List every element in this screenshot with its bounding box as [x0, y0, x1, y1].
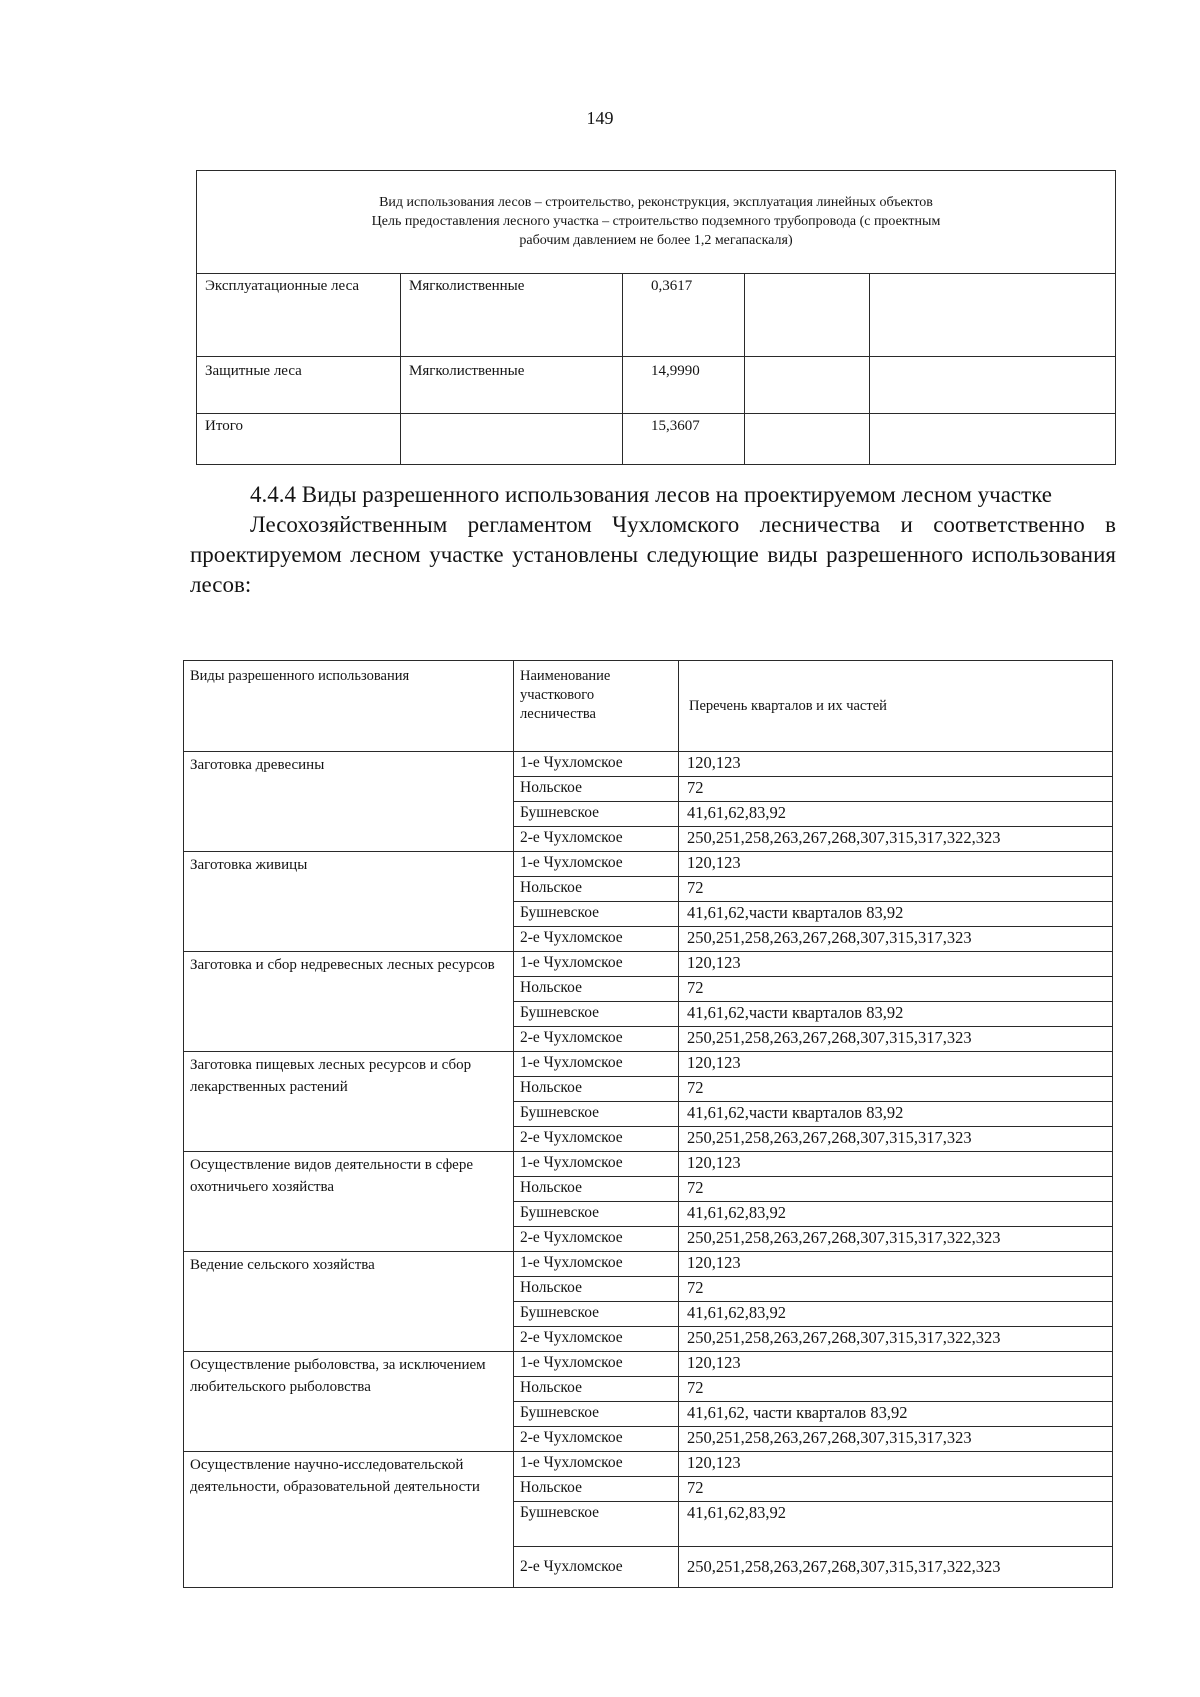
district-cell: Бушневское	[514, 902, 679, 927]
column-header-usage: Виды разрешенного использования	[184, 661, 514, 752]
empty-cell	[870, 414, 1116, 465]
quarters-cell: 41,61,62,части кварталов 83,92	[679, 902, 1113, 927]
table-row	[184, 1052, 1113, 1077]
quarters-cell: 72	[679, 1477, 1113, 1502]
quarters-cell: 41,61,62,83,92	[679, 1302, 1113, 1327]
section-text	[190, 480, 1116, 600]
quarters-cell: 41,61,62,части кварталов 83,92	[679, 1002, 1113, 1027]
area-cell: 0,3617	[623, 274, 745, 357]
total-row	[197, 414, 1116, 465]
district-cell: Бушневское	[514, 1402, 679, 1427]
district-cell: Нольское	[514, 777, 679, 802]
page-number: 149	[586, 108, 614, 128]
district-cell: Бушневское	[514, 1102, 679, 1127]
district-cell: 1-е Чухломское	[514, 1452, 679, 1477]
usage-type-cell: Ведение сельского хозяйства	[184, 1252, 514, 1352]
table-row	[184, 1352, 1113, 1377]
table-row	[184, 952, 1113, 977]
table-row	[197, 274, 1116, 357]
quarters-cell: 72	[679, 977, 1113, 1002]
table-row	[184, 852, 1113, 877]
quarters-cell: 41,61,62,части кварталов 83,92	[679, 1102, 1113, 1127]
section-heading: 4.4.4 Виды разрешенного использования лесов на проектируемом лесном участке	[250, 482, 1052, 507]
quarters-cell: 120,123	[679, 952, 1113, 977]
empty-cell	[745, 414, 870, 465]
district-cell: Нольское	[514, 1377, 679, 1402]
usage-type-cell: Осуществление видов деятельности в сфере охотничьего хозяйства	[184, 1152, 514, 1252]
table-row	[184, 752, 1113, 777]
quarters-cell: 72	[679, 877, 1113, 902]
forest-category-cell: Защитные леса	[197, 357, 401, 414]
district-cell: 1-е Чухломское	[514, 1152, 679, 1177]
quarters-cell: 72	[679, 1077, 1113, 1102]
quarters-cell: 250,251,258,263,267,268,307,315,317,323	[679, 1427, 1113, 1452]
quarters-cell: 250,251,258,263,267,268,307,315,317,322,323	[679, 1327, 1113, 1352]
district-cell: 2-е Чухломское	[514, 927, 679, 952]
district-cell: 2-е Чухломское	[514, 1547, 679, 1588]
district-cell: Бушневское	[514, 1502, 679, 1547]
usage-type-cell: Осуществление научно-исследовательской деятельности, образовательной деятельности	[184, 1452, 514, 1588]
linear-objects-table	[196, 170, 1116, 465]
district-cell: Бушневское	[514, 802, 679, 827]
district-cell: 1-е Чухломское	[514, 1052, 679, 1077]
empty-cell	[745, 357, 870, 414]
usage-type-cell: Заготовка живицы	[184, 852, 514, 952]
species-cell: Мягколиственные	[401, 274, 623, 357]
quarters-cell: 72	[679, 777, 1113, 802]
species-cell: Мягколиственные	[401, 357, 623, 414]
quarters-cell: 41,61,62, части кварталов 83,92	[679, 1402, 1113, 1427]
usage-type-cell: Заготовка древесины	[184, 752, 514, 852]
empty-cell	[870, 357, 1116, 414]
total-label-cell: Итого	[197, 414, 401, 465]
district-cell: 1-е Чухломское	[514, 852, 679, 877]
district-cell: 2-е Чухломское	[514, 1127, 679, 1152]
quarters-cell: 41,61,62,83,92	[679, 802, 1113, 827]
table-row	[197, 357, 1116, 414]
district-cell: Нольское	[514, 1177, 679, 1202]
quarters-cell: 250,251,258,263,267,268,307,315,317,322,323	[679, 1227, 1113, 1252]
quarters-cell: 120,123	[679, 852, 1113, 877]
purpose-line-continued: рабочим давлением не более 1,2 мегапаскаля)	[519, 232, 793, 248]
district-cell: 2-е Чухломское	[514, 1027, 679, 1052]
quarters-cell: 72	[679, 1377, 1113, 1402]
section-paragraph: Лесохозяйственным регламентом Чухломского лесничества и соответственно в проектируемом лесном участке установлены следующие виды разрешенного использования лесов:	[190, 512, 1116, 597]
quarters-cell: 250,251,258,263,267,268,307,315,317,323	[679, 927, 1113, 952]
quarters-cell: 250,251,258,263,267,268,307,315,317,323	[679, 1027, 1113, 1052]
column-header-quarters: Перечень кварталов и их частей	[679, 661, 1113, 752]
quarters-cell: 120,123	[679, 1352, 1113, 1377]
district-cell: Нольское	[514, 977, 679, 1002]
quarters-cell: 120,123	[679, 1152, 1113, 1177]
quarters-cell: 250,251,258,263,267,268,307,315,317,323	[679, 1127, 1113, 1152]
quarters-cell: 120,123	[679, 1052, 1113, 1077]
district-cell: Нольское	[514, 1277, 679, 1302]
area-cell: 14,9990	[623, 357, 745, 414]
district-cell: Бушневское	[514, 1302, 679, 1327]
district-cell: 2-е Чухломское	[514, 827, 679, 852]
usage-type-cell: Заготовка пищевых лесных ресурсов и сбор лекарственных растений	[184, 1052, 514, 1152]
district-cell: 2-е Чухломское	[514, 1227, 679, 1252]
quarters-cell: 250,251,258,263,267,268,307,315,317,322,323	[679, 827, 1113, 852]
quarters-cell: 72	[679, 1177, 1113, 1202]
district-cell: Бушневское	[514, 1002, 679, 1027]
usage-type-cell: Осуществление рыболовства, за исключением любительского рыболовства	[184, 1352, 514, 1452]
district-cell: 2-е Чухломское	[514, 1327, 679, 1352]
empty-cell	[870, 274, 1116, 357]
quarters-cell: 120,123	[679, 1452, 1113, 1477]
district-cell: Нольское	[514, 1477, 679, 1502]
district-cell: 1-е Чухломское	[514, 1352, 679, 1377]
district-cell: 1-е Чухломское	[514, 952, 679, 977]
total-area-cell: 15,3607	[623, 414, 745, 465]
empty-cell	[745, 274, 870, 357]
quarters-cell: 250,251,258,263,267,268,307,315,317,322,323	[679, 1547, 1113, 1588]
district-cell: Нольское	[514, 877, 679, 902]
purpose-line: Цель предоставления лесного участка – строительство подземного трубопровода (с проектным	[371, 213, 941, 229]
usage-type-line: Вид использования лесов – строительство, реконструкция, эксплуатация линейных объектов	[379, 194, 933, 210]
table-header-cell	[197, 171, 1116, 274]
table-header-row	[184, 661, 1113, 752]
species-cell	[401, 414, 623, 465]
quarters-cell: 120,123	[679, 752, 1113, 777]
table-header-row	[197, 171, 1116, 274]
quarters-cell: 41,61,62,83,92	[679, 1202, 1113, 1227]
column-header-district: Наименование участкового лесничества	[514, 661, 679, 752]
table-row	[184, 1252, 1113, 1277]
table-row	[184, 1452, 1113, 1477]
district-cell: Бушневское	[514, 1202, 679, 1227]
district-cell: 1-е Чухломское	[514, 752, 679, 777]
district-cell: 1-е Чухломское	[514, 1252, 679, 1277]
quarters-cell: 72	[679, 1277, 1113, 1302]
permitted-uses-table	[183, 660, 1113, 1588]
district-cell: Нольское	[514, 1077, 679, 1102]
forest-category-cell: Эксплуатационные леса	[197, 274, 401, 357]
table-row	[184, 1152, 1113, 1177]
usage-type-cell: Заготовка и сбор недревесных лесных ресурсов	[184, 952, 514, 1052]
quarters-cell: 41,61,62,83,92	[679, 1502, 1113, 1547]
district-cell: 2-е Чухломское	[514, 1427, 679, 1452]
quarters-cell: 120,123	[679, 1252, 1113, 1277]
